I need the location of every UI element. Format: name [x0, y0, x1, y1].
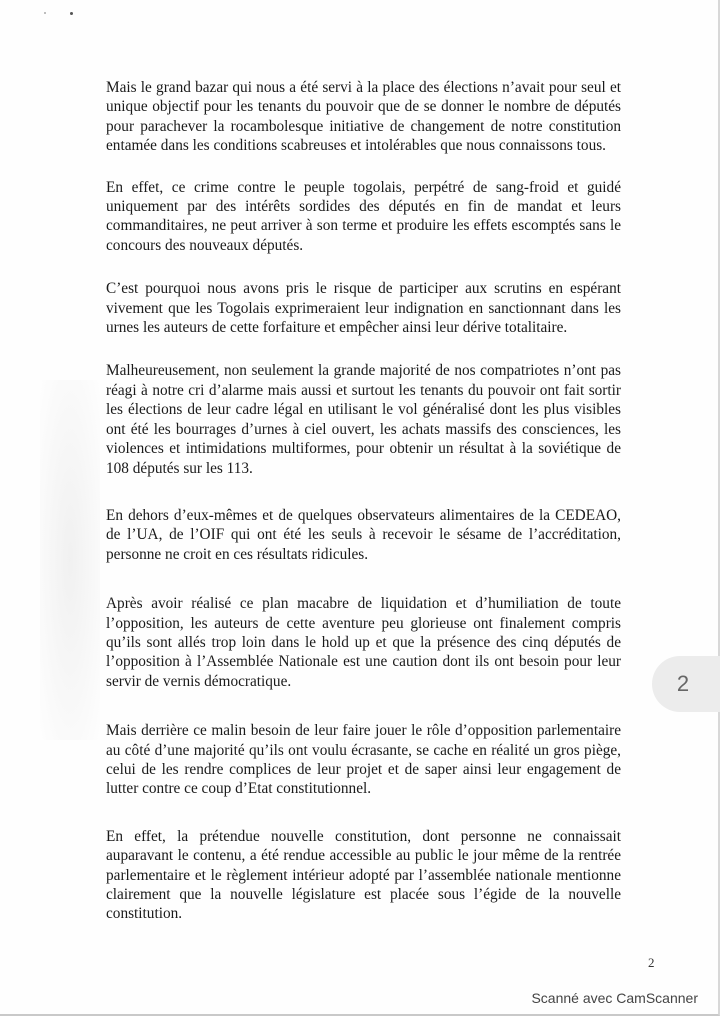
- scan-speck: [44, 12, 46, 14]
- paragraph: Mais derrière ce malin besoin de leur faire jouer le rôle d’opposition parlementaire au côté d’une majorité qu’ils ont voulu écrasante, se cache en réalité un gros piège, celui de les rendre complices de leur projet et de saper ainsi leur engagement de lutter contre ce coup d’Etat constitutionnel.: [106, 722, 621, 798]
- paragraph: Malheureusement, non seulement la grande majorité de nos compatriotes n’ont pas réagi à notre cri d’alarme mais aussi et surtout les tenants du pouvoir ont fait sortir les élections de leur cadre légal en utilisant le vol généralisé dont les plus visibles ont été les bourrages d’urnes à ciel ouvert, les achats massifs des consciences, les violences et intimidations multiformes, pour obtenir un résultat à la soviétique de 108 députés sur les 113.: [106, 362, 621, 477]
- paragraph: En dehors d’eux-mêmes et de quelques observateurs alimentaires de la CEDEAO, de l’UA, de l’OIF qui ont été les seuls à recevoir le sésame de l’accréditation, personne ne croit en ces résultats ridicules.: [106, 506, 621, 563]
- document-body: [106, 78, 621, 946]
- paragraph: C’est pourquoi nous avons pris le risque de participer aux scrutins en espérant vivement que les Togolais exprimeraient leur indignation en sanctionnant dans les urnes les auteurs de cette forfaiture et empêcher ainsi leur dérive totalitaire.: [106, 280, 621, 337]
- page-indicator-badge[interactable]: 2: [652, 656, 720, 712]
- paragraph: Après avoir réalisé ce plan macabre de liquidation et d’humiliation de toute l’opposition, les auteurs de cette aventure peu glorieuse ont finalement compris qu’ils sont allés trop loin dans le hold up et que la présence des cinq députés de l’opposition à l’Assemblée Nationale est une caution dont ils ont besoin pour leur servir de vernis démocratique.: [106, 595, 621, 690]
- page-number: 2: [648, 955, 655, 970]
- scan-shadow: [40, 380, 100, 740]
- paragraph: Mais le grand bazar qui nous a été servi à la place des élections n’avait pour seul et unique objectif pour les tenants du pouvoir que de se donner le nombre de députés pour parachever la rocambolesque initiative de changement de notre constitution entamée dans les conditions scabreuses et intolérables que nous connaissons tous.: [106, 79, 621, 155]
- camscanner-watermark: Scanné avec CamScanner: [531, 990, 698, 1006]
- paragraph: En effet, la prétendue nouvelle constitution, dont personne ne connaissait auparavant le contenu, a été rendue accessible au public le jour même de la rentrée parlementaire et le règlement intérieur adopté par l’assemblée nationale mentionne clairement que la nouvelle législature est placée sous l’égide de la nouvelle constitution.: [106, 827, 621, 923]
- paragraph: En effet, ce crime contre le peuple togolais, perpétré de sang-froid et guidé uniquement par des intérêts sordides des députés en fin de mandat et leurs commanditaires, ne peut arriver à son terme et produire les effets escomptés sans le concours des nouveaux députés.: [106, 178, 621, 254]
- scan-speck: [70, 12, 73, 15]
